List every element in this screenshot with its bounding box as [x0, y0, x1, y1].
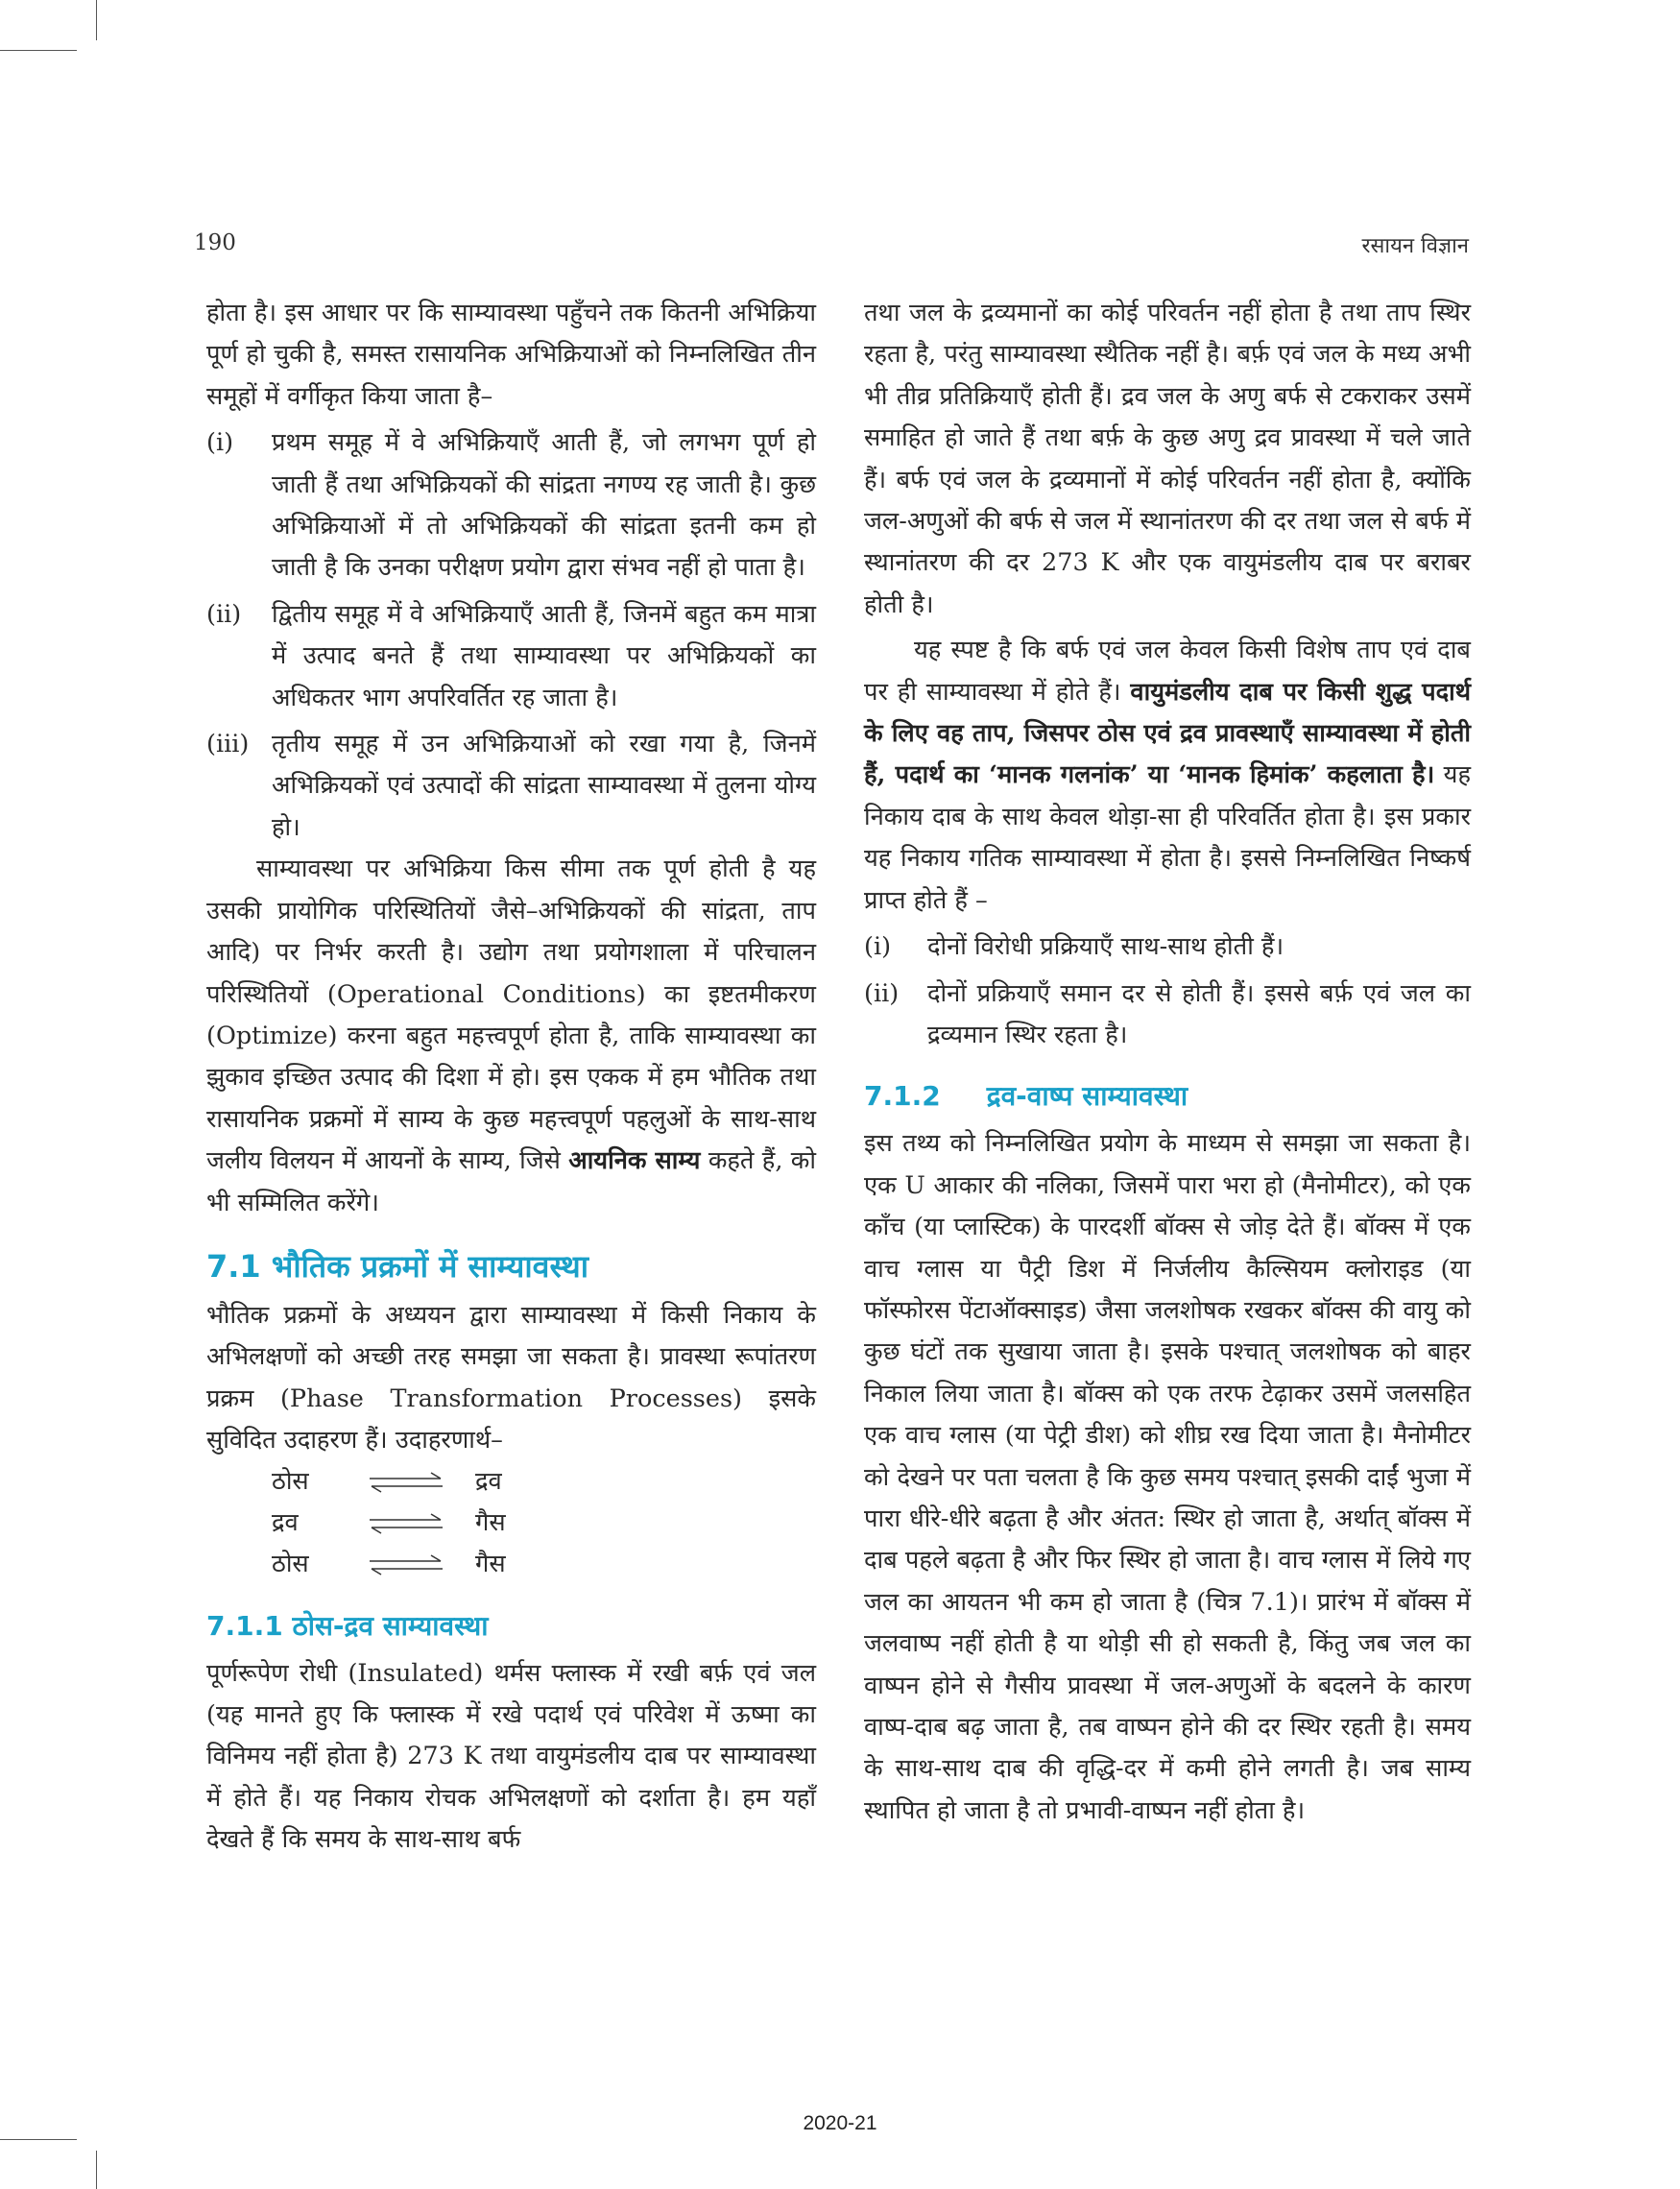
section-heading: 7.1 भौतिक प्रक्रमों में साम्यावस्था [206, 1247, 588, 1285]
list-number: (ii) [206, 599, 242, 629]
subsection-paragraph: पूर्णरूपेण रोधी (Insulated) थर्मस फ्लास्क में रखी बर्फ़ एवं जल (यह मानते हुए कि फ्लास्क में रखे पदार्थ एवं परिवेश में ऊष्मा का विनिमय नहीं होता है) 273 K तथा वायुमंडलीय दाब पर साम्यावस्था में होते हैं। यह निकाय रोचक अभिलक्षणों को दर्शाता है। हम यहाँ देखते हैं कि समय के साथ-साथ बर्फ [206, 1658, 816, 1855]
subsection-title: द्रव-वाष्प साम्यावस्था [986, 1080, 1188, 1113]
list-number: (i) [206, 428, 234, 458]
list-item [206, 594, 816, 719]
left-column [206, 293, 816, 1862]
list-item [864, 926, 1471, 968]
equilibrium-arrow-icon [368, 1472, 444, 1493]
list-number: (iii) [206, 730, 250, 759]
list-item [206, 724, 816, 849]
paragraph-text: कहते हैं, को भी सम्मिलित करेंगे। [206, 1146, 816, 1217]
list-number: (ii) [864, 978, 900, 1008]
list-item [864, 974, 1471, 1057]
crop-mark-top-horizontal [0, 50, 77, 51]
list-text: तृतीय समूह में उन अभिक्रियाओं को रखा गया है, जिनमें अभिक्रियकों एवं उत्पादों की सांद्रता साम्यावस्था में तुलना योग्य हो। [272, 730, 816, 842]
section-paragraph: भौतिक प्रक्रमों के अध्ययन द्वारा साम्यावस्था में किसी निकाय के अभिलक्षणों को अच्छी तरह समझा जा सकता है। प्रावस्था रूपांतरण प्रक्रम (Phase Transformation Processes) इसके सुविदित उदाहरण हैं। उदाहरणार्थ– [206, 1300, 816, 1455]
list-text: दोनों विरोधी प्रक्रियाएँ साथ-साथ होती हैं। [927, 932, 1284, 962]
page-number: 190 [194, 230, 236, 255]
equilibrium-left: ठोस [272, 1550, 309, 1579]
equilibrium-row [272, 1503, 816, 1545]
paragraph-text: यह निकाय दाब के साथ केवल थोड़ा-सा ही परिवर्तित होता है। इस प्रकार यह निकाय गतिक साम्यावस्था में होता है। इससे निम्नलिखित निष्कर्ष प्राप्त होते हैं – [864, 760, 1471, 915]
list-text: द्वितीय समूह में वे अभिक्रियाएँ आती हैं, जिनमें बहुत कम मात्रा में उत्पाद बनते हैं तथा साम्यावस्था पर अभिक्रियकों का अधिकतर भाग अपरिवर्तित रह जाता है। [272, 599, 816, 712]
equilibrium-right: गैस [475, 1550, 506, 1579]
subsection-heading [864, 1077, 1471, 1116]
list-item [206, 422, 816, 589]
equilibrium-right: गैस [475, 1508, 506, 1538]
equilibrium-row [272, 1462, 816, 1503]
bold-definition: वायुमंडलीय दाब पर किसी शुद्ध पदार्थ के लिए वह ताप, जिसपर ठोस एवं द्रव प्रावस्थाएँ साम्यावस्था में होती हैं, पदार्थ का ‘मानक गलनांक’ या ‘मानक हिमांक’ कहलाता है। [864, 677, 1472, 790]
right-column [864, 293, 1471, 1832]
equilibrium-left: ठोस [272, 1467, 309, 1497]
paragraph-text: यह स्पष्ट है कि बर्फ एवं जल केवल किसी विशेष ताप एवं दाब पर ही साम्यावस्था में होते हैं। [864, 636, 1471, 707]
subsection-heading: 7.1.1 ठोस-द्रव साम्यावस्था [206, 1609, 489, 1642]
subsection-paragraph: इस तथ्य को निम्नलिखित प्रयोग के माध्यम से समझा जा सकता है। एक U आकार की नलिका, जिसमें पारा भरा हो (मैनोमीटर), को एक काँच (या प्लास्टिक) के पारदर्शी बॉक्स से जोड़ देते हैं। बॉक्स में एक वाच ग्लास या पैट्री डिश में निर्जलीय कैल्सियम क्लोराइड (या फॉस्फोरस पेंटाऑक्साइड) जैसा जलशोषक रखकर बॉक्स की वायु को कुछ घंटों तक सुखाया जाता है। इसके पश्चात् जलशोषक को बाहर निकाल लिया जाता है। बॉक्स को एक तरफ टेढ़ाकर उसमें जलसहित एक वाच ग्लास (या पेट्री डीश) को शीघ्र रख दिया जाता है। मैनोमीटर को देखने पर पता चलता है कि कुछ समय पश्चात् इसकी दाईं भुजा में पारा धीरे-धीरे बढ़ता है और अंतत: स्थिर हो जाता है, अर्थात् बॉक्स में दाब पहले बढ़ता है और फिर स्थिर हो जाता है। वाच ग्लास में लिये गए जल का आयतन भी कम हो जाता है (चित्र 7.1)। प्रारंभ में बॉक्स में जलवाष्प नहीं होती है या थोड़ी सी हो सकती है, किंतु जब जल का वाष्पन होने से गैसीय प्रावस्था में जल-अणुओं के बदलने के कारण वाष्प-दाब बढ़ जाता है, तब वाष्पन होने की दर स्थिर रहती है। समय के साथ-साथ दाब की वृद्धि-दर में कमी होने लगती है। जब साम्य स्थापित हो जाता है तो प्रभावी-वाष्पन नहीं होता है। [864, 1129, 1471, 1825]
body-paragraph: तथा जल के द्रव्यमानों का कोई परिवर्तन नहीं होता है तथा ताप स्थिर रहता है, परंतु साम्यावस्था स्थैतिक नहीं है। बर्फ़ एवं जल के मध्य अभी भी तीव्र प्रतिक्रियाएँ होती हैं। द्रव जल के अणु बर्फ से टकराकर उसमें समाहित हो जाते हैं तथा बर्फ़ के कुछ अणु द्रव प्रावस्था में चले जाते हैं। बर्फ एवं जल के द्रव्यमानों में कोई परिवर्तन नहीं होता है, क्योंकि जल-अणुओं की बर्फ से जल में स्थानांतरण की दर तथा जल से बर्फ में स्थानांतरण की दर 273 K और एक वायुमंडलीय दाब पर बराबर होती है। [864, 299, 1471, 619]
paragraph-text: साम्यावस्था पर अभिक्रिया किस सीमा तक पूर्ण होती है यह उसकी प्रायोगिक परिस्थितियों जैसे–अभिक्रियकों की सांद्रता, ताप आदि) पर निर्भर करती है। उद्योग तथा प्रयोगशाला में परिचालन परिस्थितियों (Operational Conditions) का इष्टतमीकरण (Optimize) करना बहुत महत्त्वपूर्ण होता है, ताकि साम्यावस्था का झुकाव इच्छित उत्पाद की दिशा में हो। इस एकक में हम भौतिक तथा रासायनिक प्रक्रमों में साम्य के कुछ महत्त्वपूर्ण पहलुओं के साथ-साथ जलीय विलयन में आयनों के साम्य, जिसे [206, 854, 816, 1176]
bold-term: आयनिक साम्य [568, 1146, 701, 1176]
list-number: (i) [864, 932, 892, 962]
subsection-number: 7.1.2 [864, 1080, 941, 1113]
crop-mark-bottom-vertical [96, 2151, 97, 2189]
list-text: दोनों प्रक्रियाएँ समान दर से होती हैं। इससे बर्फ़ एवं जल का द्रव्यमान स्थिर रहता है। [927, 978, 1471, 1049]
equilibrium-left: द्रव [272, 1508, 299, 1538]
crop-mark-top-vertical [96, 0, 97, 40]
equilibrium-row [272, 1545, 816, 1586]
intro-paragraph: होता है। इस आधार पर कि साम्यावस्था पहुँचने तक कितनी अभिक्रिया पूर्ण हो चुकी है, समस्त रासायनिक अभिक्रियाओं को निम्नलिखित तीन समूहों में वर्गीकृत किया जाता है– [206, 299, 816, 411]
running-title: रसायन विज्ञान [1361, 234, 1469, 258]
equilibrium-arrow-icon [368, 1554, 444, 1576]
crop-mark-bottom-horizontal [0, 2139, 77, 2140]
body-paragraph [206, 849, 816, 1224]
equilibrium-right: द्रव [475, 1467, 502, 1497]
equilibrium-arrow-icon [368, 1513, 444, 1534]
footer-year: 2020-21 [803, 2112, 877, 2134]
body-paragraph [864, 630, 1471, 922]
list-text: प्रथम समूह में वे अभिक्रियाएँ आती हैं, जो लगभग पूर्ण हो जाती हैं तथा अभिक्रियकों की सांद्रता नगण्य रह जाती है। कुछ अभिक्रियाओं में तो अभिक्रियकों की सांद्रता इतनी कम हो जाती है कि उनका परीक्षण प्रयोग द्वारा संभव नहीं हो पाता है। [272, 428, 816, 583]
